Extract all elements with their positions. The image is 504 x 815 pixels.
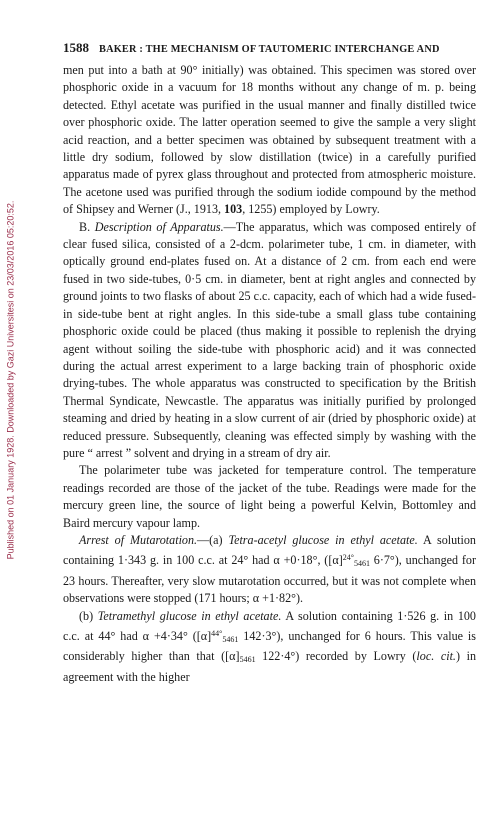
subscript-wavelength-a: 5461 — [353, 559, 370, 569]
paragraph-arrest-b-part4: ) in agreement with the higher — [63, 649, 477, 684]
subscript-wavelength-b: 5461 — [222, 635, 239, 644]
citation-loc-cit: loc. cit. — [416, 649, 456, 664]
paragraph-purification-text: men put into a bath at 90° initially) was obtained. This specimen was stored over phosphoric oxide in a vacuum for 18 months without any change of m. p. being detected. Ethyl acetate was purified in the usual manner and finally distilled twice over phosphoric oxide. The latter operation seemed to give the sample a very slight acid reaction, and a better specimen was obtained by subsequent treatment with a little dry sodium, followed by slow distillation (twice) in a carefully purified apparatus made of pyrex glass throughout and protected from atmospheric moisture. The acetone used was purified through the sodium iodide compound by the method of Shipsey and Werner (J., 1913, — [63, 63, 476, 217]
paragraph-arrest-b-part1: A solution containing 1·526 g. in 100 c.c. at 44° had α +4·34° ([α] — [63, 608, 476, 643]
subsection-label-a: —(a) — [197, 532, 223, 547]
running-title: BAKER : THE MECHANISM OF TAUTOMERIC INTERCHANGE AND — [99, 44, 440, 55]
paragraph-purification-end: , 1255) employed by Lowry. — [242, 202, 380, 217]
superscript-temperature-a: 24° — [342, 553, 354, 563]
section-letter: B. — [79, 219, 91, 234]
paragraph-arrest-a-part1: A solution containing 1·343 g. in 100 c.c. at 24° had α +0·18°, ([α] — [63, 532, 476, 568]
journal-volume: 103 — [224, 202, 243, 217]
download-watermark-text: Published on 01 January 1928. Downloaded by Gazi Universitesi on 23/03/2016 05:20:52. — [5, 200, 15, 560]
subsection-label-b: (b) — [79, 608, 94, 623]
subscript-wavelength-b2: 5461 — [239, 655, 256, 665]
paragraph-arrest-a-part2: 6·7°), unchanged for 23 hours. Thereafter, very slow mutarotation occurred, but it was not complete when observations were stopped (171 hours; α +1·82°). — [63, 553, 476, 606]
superscript-temperature-b: 44° — [211, 629, 223, 638]
paragraph-apparatus — [63, 219, 476, 463]
paragraph-arrest-a — [63, 532, 476, 608]
paragraph-arrest-b — [63, 608, 476, 687]
running-header — [63, 40, 483, 56]
subsection-heading-a: Tetra-acetyl glucose in ethyl acetate. — [228, 532, 418, 547]
article-body — [63, 62, 476, 686]
paragraph-purification — [63, 62, 476, 219]
section-heading-arrest: Arrest of Mutarotation. — [79, 532, 198, 547]
paragraph-arrest-b-part2: 142·3°), unchanged for 6 hours. This value is considerably higher than that ([α] — [63, 629, 476, 664]
section-heading-apparatus: Description of Apparatus. — [94, 219, 224, 234]
paragraph-polarimeter-text: The polarimeter tube was jacketed for temperature control. The temperature readings recorded are those of the jacket of the tube. Readings were made for the mercury green line, the source of light being a powerful Kelvin, Bottomley and Baird mercury vapour lamp. — [63, 463, 476, 530]
paragraph-arrest-b-part3: 122·4°) recorded by Lowry ( — [255, 649, 417, 664]
paragraph-apparatus-text: —The apparatus, which was composed entirely of clear fused silica, consisted of a 2-dcm. polarimeter tube, 1 cm. in diameter, with optically ground end-plates fused on. At a distance of 2 cm. from each end were fused in two side-tubes, 0·5 cm. in diameter, bent at right angles and connected by ground joints to two flasks of about 25 c.c. capacity, each of which had a wide fused-in side-tube bent at right angles. In this side-tube a small glass tube containing phosphoric oxide could be placed (thus making it possible to replenish the drying agent without soiling the side-tube with phosphoric acid) and it was connected during the actual arrest experiment to a large backing train of phosphoric oxide drying-tubes. The whole apparatus was constructed to specification by the British Thermal Syndicate, Newcastle. The apparatus was initially purified by prolonged steaming and dried by heating in a slow current of air (dried by phosphoric oxide) at reduced pressure. Subsequently, cleaning was effected simply by washing with the pure “ arrest ” solvent and drying in a stream of dry air. — [63, 219, 476, 460]
paragraph-polarimeter — [63, 462, 476, 532]
download-watermark — [3, 120, 17, 640]
page-number: 1588 — [63, 40, 89, 55]
subsection-heading-b: Tetramethyl glucose in ethyl acetate. — [97, 608, 282, 623]
